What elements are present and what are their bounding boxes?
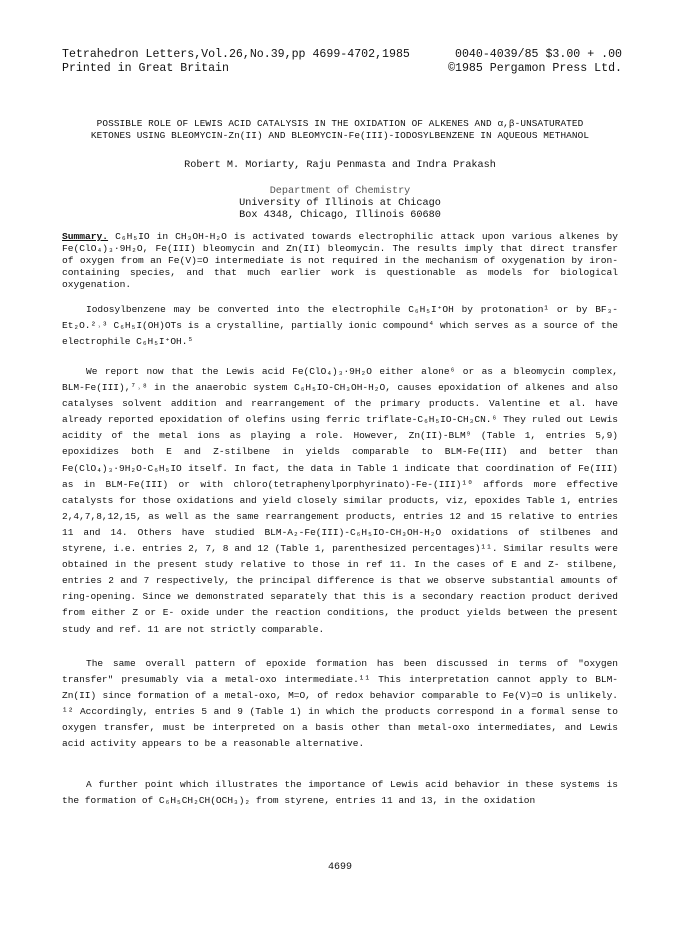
department: Department of Chemistry bbox=[269, 186, 411, 197]
copyright: ©1985 Pergamon Press Ltd. bbox=[448, 62, 622, 75]
header-row-2 bbox=[62, 62, 622, 76]
university: University of Illinois at Chicago bbox=[239, 198, 441, 209]
affiliation bbox=[60, 186, 620, 222]
body-paragraph-2: We report now that the Lewis acid Fe(ClO₄)₃·9H₂O either alone⁶ or as a bleomycin complex, BLM-Fe(III),⁷˒⁸ in the anaerobic system C₆H₅IO-CH₃OH-H₂O, causes epoxidation of alkenes and also catalyses solvent addition and rearrangement of the primary products. Valentine et al. have already reported epoxidation of olefins using ferric triflate-C₆H₅IO-CH₃CN.⁶ They ruled out Lewis acidity of the metal ions as playing a role. However, Zn(II)-BLM⁹ (Table 1, entries 5,9) epoxidizes both E and Z-stilbene in yields comparable to BLM-Fe(III) and better than Fe(ClO₄)₃·9H₂O-C₆H₅IO itself. In fact, the data in Table 1 indicate that coordination of Fe(III) as in BLM-Fe(III) or with chloro(tetraphenylporphyrinato)-Fe-(III)¹⁰ affords more effective catalysts for those oxidations and yield closely similar products, viz, epoxides Table 1, entries 2,4,7,8,12,15, as well as the same rearrangement products, entries 12 and 15 relative to entries 11 and 14. Others have studied BLM-A₂-Fe(III)-C₆H₅IO-CH₃OH-H₂O oxidations of stilbenes and styrene, i.e. entries 2, 7, 8 and 12 (Table 1, parenthesized percentages)¹¹. Similar results were obtained in the present study relative to those in ref 11. In the cases of E and Z- stilbene, entries 2 and 7 respectively, the principal difference is that we observe substantial amounts of ring-opening. Since we demonstrated separately that this is a secondary reaction product derived from either Z or E- oxide under the reaction conditions, the product yields between the present study and ref. 11 are not strictly comparable. bbox=[62, 366, 618, 635]
running-header bbox=[62, 48, 622, 76]
title-line-2: KETONES USING BLEOMYCIN-Zn(II) AND BLEOMYCIN-Fe(III)-IODOSYLBENZENE IN AQUEOUS METHANOL bbox=[90, 130, 590, 141]
author-list: Robert M. Moriarty, Raju Penmasta and Indra Prakash bbox=[184, 160, 496, 171]
summary-text: C₆H₅IO in CH₃OH-H₂O is activated towards electrophilic attack upon various alkenes by Fe(ClO₄)₃·9H₂O, Fe(III) bleomycin and Zn(II) bleomycin. The results imply that direct transfer of oxygen from an Fe(V)=O intermediate is not required in the mechanism of oxygenation by iron-containing species, and that much earlier work is questionable as models for biological oxygenation. bbox=[62, 231, 618, 291]
body-paragraph-1: Iodosylbenzene may be converted into the electrophile C₆H₅I⁺OH by protonation¹ or by BF₃-Et₂O.²˒³ C₆H₅I(OH)OTs is a crystalline, partially ionic compound⁴ which serves as a source of the electrophile C₆H₅I⁺OH.⁵ bbox=[62, 304, 618, 348]
journal-citation: Tetrahedron Letters,Vol.26,No.39,pp 4699-4702,1985 bbox=[62, 48, 410, 61]
header-row-1 bbox=[62, 48, 622, 62]
body-paragraph-4: A further point which illustrates the importance of Lewis acid behavior in these systems is the formation of C₆H₅CH₂CH(OCH₃)₂ from styrene, entries 11 and 13, in the oxidation bbox=[62, 779, 618, 807]
summary-label: Summary. bbox=[62, 231, 109, 242]
body-paragraph-3: The same overall pattern of epoxide formation has been discussed in terms of "oxygen transfer" presumably via a metal-oxo intermediate.¹¹ This interpretation cannot apply to BLM-Zn(II) since formation of a metal-oxo, M=O, of redox behavior comparable to Fe(V)=O is unlikely. ¹² Accordingly, entries 5 and 9 (Table 1) in which the products correspond in a formal sense to oxygen transfer, must be interpreted on a basis other than metal-oxo intermediates, and Lewis acid activity appears to be a reasonable alternative. bbox=[62, 658, 618, 750]
printed-in: Printed in Great Britain bbox=[62, 62, 229, 75]
issn-price: 0040-4039/85 $3.00 + .00 bbox=[455, 48, 622, 61]
summary-abstract bbox=[62, 231, 618, 291]
article-title bbox=[60, 118, 620, 142]
page-number: 4699 bbox=[327, 862, 352, 873]
title-line-1: POSSIBLE ROLE OF LEWIS ACID CATALYSIS IN THE OXIDATION OF ALKENES AND α,β-UNSATURATED bbox=[96, 118, 584, 129]
address: Box 4348, Chicago, Illinois 60680 bbox=[239, 210, 441, 221]
